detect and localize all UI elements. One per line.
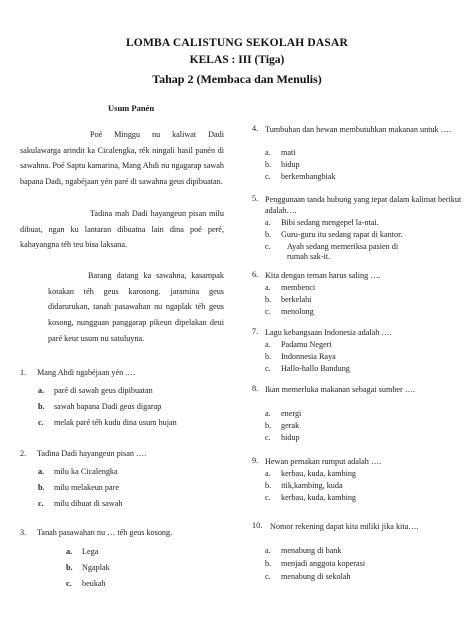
option-text: milu dibuat di sawah	[54, 499, 123, 508]
story-paragraph-2: Tadina mah Dadi hayangeun pisan milu dibuat, ngan ku lantaran dibuatna lain dina poé peré, kahayangna téh teu bisa laksana.	[20, 209, 224, 250]
option-letter: b.	[265, 160, 272, 169]
option-text: Padamu Negeri	[281, 340, 332, 349]
story-paragraph-1: Poé Minggu nu kaliwat Dadi sakulawarga arindit ka Cicalengka, rék ningali hasil panén di sawahna. Poé Saptu kamarina, Mang Ahdi nu ngagarap sawah bapana Dadi, ngabéjaan yén paré di sawahna geus dipibuatan.	[20, 130, 224, 187]
question-text: Hewan pemakan rumput adalah ….	[265, 457, 382, 466]
option-text: milu ka Cicalengka	[54, 467, 118, 476]
story-title: Usum Panén	[108, 103, 155, 113]
question-text: Tumbuhan dan hewan membutuhkan makanan untuk ….	[265, 125, 451, 134]
option-text: Lega	[82, 547, 99, 556]
option-letter: c.	[265, 364, 271, 373]
story-paragraph-3: Barang datang ka sawahna, kasampak kotakan téh geus karosong. jaramina geus didarurukan, tanah pasawahan nu ngaplak téh geus kosong, nungguan panggarap pikeun dipelakan deui paré keur usum nu satuluyna.	[48, 271, 224, 343]
question-text: Penggunaan tanda hubung yang tepat dalam kalimat berikut adalah….	[265, 195, 462, 215]
question-text: Kita dengan teman harus saling ….	[265, 271, 381, 280]
option-text: gerak	[281, 421, 300, 430]
option-text: energi	[281, 409, 302, 418]
option-letter: c.	[265, 307, 271, 316]
option-text: Hallo-hallo Bandung	[281, 364, 350, 373]
option-letter: c.	[265, 493, 271, 502]
question-text: Tadina Dadi hayangeun pisan ….	[37, 449, 147, 458]
option-text: itik,kambing, kuda	[281, 481, 343, 490]
option-text: milu melakeun pare	[54, 483, 120, 492]
option-text: menolong	[281, 307, 314, 316]
option-letter: c.	[265, 572, 271, 581]
option-text: kerbau, kuda, kambing	[281, 493, 357, 502]
option-text: Guru-guru itu sedang rapat di kantor.	[281, 230, 403, 239]
option-letter: c.	[265, 242, 271, 251]
option-letter: a.	[265, 409, 271, 418]
option-text: mati	[281, 148, 296, 157]
option-text: beukah	[82, 579, 106, 588]
option-letter: b.	[265, 481, 272, 490]
option-text: membenci	[281, 283, 316, 292]
option-text: hidup	[281, 160, 300, 169]
option-text: Indonnesia Raya	[281, 352, 336, 361]
option-letter: b.	[38, 483, 45, 492]
question-text: Mang Ahdi ngabéjaan yén .…	[37, 368, 136, 377]
option-letter: a.	[66, 547, 73, 556]
option-text: sawah bapana Dadi geus digarap	[54, 402, 162, 411]
option-letter: b.	[265, 559, 272, 568]
option-text: menabung di bank	[281, 546, 342, 555]
question-number: 1.	[20, 368, 27, 377]
option-letter: c.	[66, 579, 72, 588]
stage-label: Tahap 2 (Membaca dan Menulis)	[152, 72, 322, 86]
question-text: Tanah pasawahan nu … téh geus kosong.	[37, 528, 173, 537]
option-text: Bibi sedang mengepel la-ntai.	[281, 218, 379, 227]
question-text: Ikan memerluka makanan sebagai sumber ….	[265, 385, 416, 394]
option-letter: c.	[265, 433, 271, 442]
option-letter: a.	[265, 340, 271, 349]
option-letter: c.	[38, 418, 44, 427]
question-text: Nomor rekening dapat kita miliki jika kita….	[270, 522, 419, 531]
option-letter: b.	[265, 295, 272, 304]
contest-title: LOMBA CALISTUNG SEKOLAH DASAR	[125, 37, 349, 49]
option-letter: a.	[38, 467, 45, 476]
question-number: 2.	[20, 449, 27, 458]
option-text: berkelahi	[281, 295, 312, 304]
option-text: Ayah sedang memeriksa pasien di	[287, 242, 399, 251]
option-text: paré di sawah geus dipibuatan	[54, 386, 153, 395]
option-letter: a.	[265, 218, 271, 227]
option-letter: a.	[265, 469, 271, 478]
option-text: kerbau, kuda, kambing	[281, 469, 357, 478]
option-letter: a.	[38, 386, 45, 395]
question-number: 3.	[20, 528, 27, 537]
option-letter: b.	[265, 421, 272, 430]
option-letter: a.	[265, 283, 271, 292]
option-letter: a.	[265, 546, 271, 555]
option-text: menjadi anggota koperasi	[281, 559, 366, 568]
class-label: KELAS : III (Tiga)	[189, 54, 285, 66]
option-letter: c.	[38, 499, 44, 508]
option-text: berkembangbiak	[281, 172, 336, 181]
option-text: hidup	[281, 433, 300, 442]
option-letter: a.	[265, 148, 271, 157]
question-text: Lagu kebangsaan Indonesia adalah ….	[265, 328, 392, 337]
option-text: menabung di sekolah	[281, 572, 351, 581]
option-text: rumah sak-it.	[287, 252, 331, 261]
option-text: melak paré téh kudu dina usum hujan	[54, 418, 177, 427]
worksheet-page: LOMBA CALISTUNG SEKOLAH DASAR KELAS : III (Tiga) Tahap 2 (Membaca dan Menulis) Usum Panén Poé Minggu nu kaliwat Dadi sakulawarga arindit ka Cicalengka, rék ningali hasil panén di sawahna. Poé Saptu kamarina, Mang Ahdi nu ngagarap sawah bapana Dadi, ngabéjaan yén paré di sawahna geus dipibuatan. Tadina mah Dadi hayangeun pisan milu dibuat, ngan ku lantaran dibuatna lain dina poé peré, kahayangna téh teu bisa laksana. Barang datang ka sawahna, kasampak kotakan téh geus karosong. jaramina geus didarurukan, tanah pasawahan nu ngaplak téh geus kosong, nungguan panggarap pikeun dipelakan deui paré keur usum nu satuluyna. 1. Mang Ahdi ngabéjaan yén .… a. paré di sawah geus dipibuatan b. sawah bapana Dadi geus digarap c. melak paré téh kudu dina usum hujan 2. Tadina Dadi hayangeun pisan …. a. milu ka Cicalengka b. milu melakeun pare c. milu dibuat di sawah 3. Tanah pasawahan nu … téh geus kosong. a. Lega b. Ngaplak c. beukah 4. Tumbuhan dan hewan membutuhkan makanan untuk …. a. mati b. hidup c. berkembangbiak 5. Penggunaan tanda hubung yang tepat dalam kalimat berikut adalah…. a. Bibi sedang mengepel la-ntai. b. Guru-guru itu sedang rapat di kantor. c. Ayah sedang memeriksa pasien di rumah sak-it. 6. Kita dengan teman harus saling …. a. membenci b. berkelahi c. menolong 7. Lagu kebangsaan Indonesia adalah …. a. Padamu Negeri b. Indonnesia Raya c. Hallo-hallo Bandung 8. Ikan memerluka makanan sebagai sumber …. a. energi b. gerak c. hidup 9. Hewan pemakan rumput adalah …. a. kerbau, kuda, kambing b. itik,kambing, kuda c. kerbau, kuda, kambing 10. Nomor rekening dapat kita miliki jika kita…. a. menabung di bank b. menjadi anggota koperasi c. menabung di sekolah	[0, 0, 474, 632]
option-letter: b.	[265, 230, 272, 239]
option-letter: b.	[38, 402, 45, 411]
option-text: Ngaplak	[82, 563, 110, 572]
option-letter: b.	[265, 352, 272, 361]
option-letter: b.	[66, 563, 73, 572]
option-letter: c.	[265, 172, 271, 181]
